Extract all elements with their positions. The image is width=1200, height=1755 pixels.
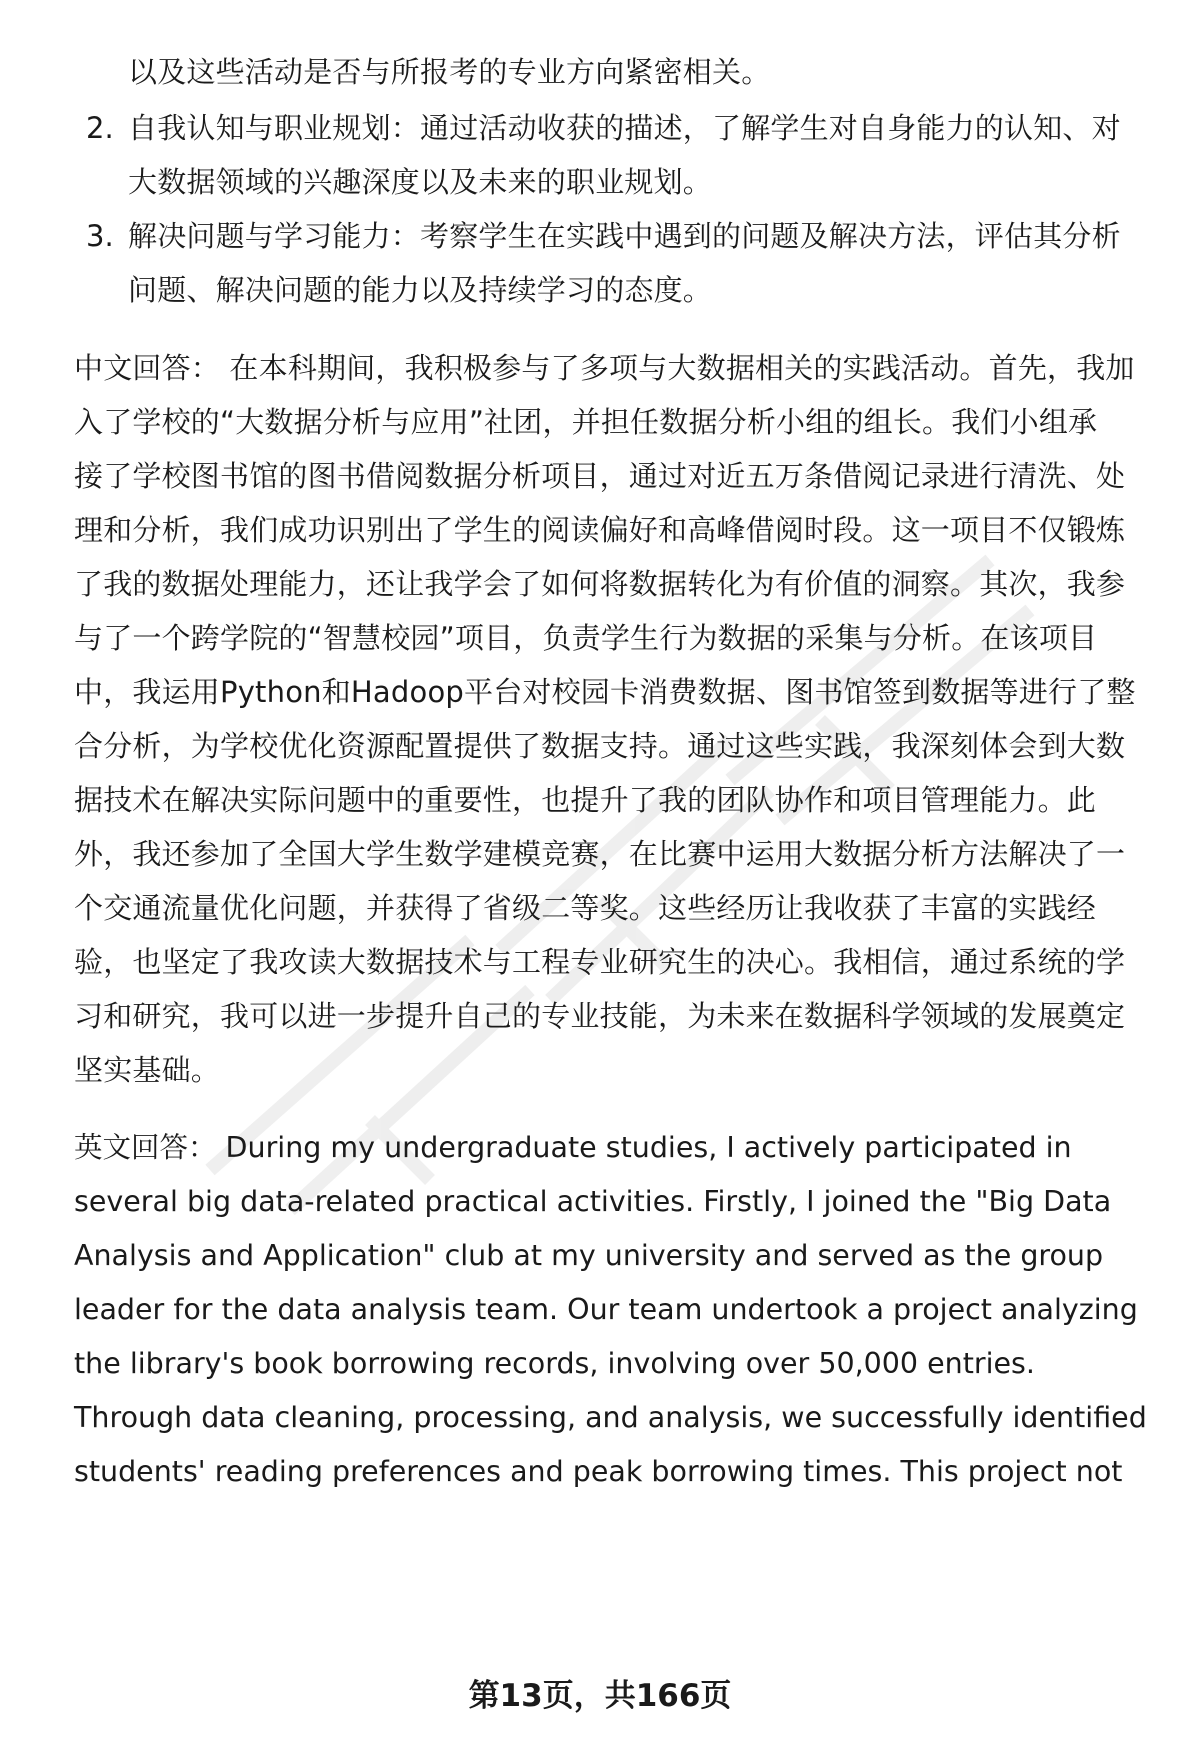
cn-line: 外，我还参加了全国大学生数学建模竞赛，在比赛中运用大数据分析方法解决了一 <box>74 837 1126 871</box>
en-line: several big data-related practical activities. Firstly, I joined the "Big Data <box>74 1185 1112 1218</box>
en-line: leader for the data analysis team. Our team undertook a project analyzing <box>74 1293 1138 1326</box>
cn-line: 习和研究，我可以进一步提升自己的专业技能，为未来在数据科学领域的发展奠定 <box>74 999 1126 1033</box>
cn-line: 接了学校图书馆的图书借阅数据分析项目，通过对近五万条借阅记录进行清洗、处 <box>74 459 1126 493</box>
cn-line: 据技术在解决实际问题中的重要性，也提升了我的团队协作和项目管理能力。此 <box>74 783 1097 817</box>
en-line: Analysis and Application" club at my university and served as the group <box>74 1239 1104 1272</box>
cn-line: 个交通流量优化问题，并获得了省级二等奖。这些经历让我收获了丰富的实践经 <box>74 891 1097 925</box>
cn-line: 中，我运用Python和Hadoop平台对校园卡消费数据、图书馆签到数据等进行了整 <box>74 675 1136 709</box>
cn-line: 中文回答： 在本科期间，我积极参与了多项与大数据相关的实践活动。首先，我加 <box>74 351 1135 385</box>
cn-line: 入了学校的“大数据分析与应用”社团，并担任数据分析小组的组长。我们小组承 <box>74 405 1098 439</box>
en-line: 英文回答： During my undergraduate studies, I actively participated in <box>74 1131 1072 1164</box>
list-item-2-number: 2. <box>86 111 114 145</box>
cn-line: 坚实基础。 <box>74 1053 221 1087</box>
list-item-3-number: 3. <box>86 219 114 253</box>
list-item-3-line-1: 解决问题与学习能力：考察学生在实践中遇到的问题及解决方法，评估其分析 <box>128 219 1121 253</box>
cn-line: 了我的数据处理能力，还让我学会了如何将数据转化为有价值的洞察。其次，我参 <box>74 567 1126 601</box>
cn-line: 与了一个跨学院的“智慧校园”项目，负责学生行为数据的采集与分析。在该项目 <box>74 621 1098 655</box>
list-item-3-line-2: 问题、解决问题的能力以及持续学习的态度。 <box>128 273 713 307</box>
cn-line: 验，也坚定了我攻读大数据技术与工程专业研究生的决心。我相信，通过系统的学 <box>74 945 1126 979</box>
list-item-2-line-1: 自我认知与职业规划：通过活动收获的描述，了解学生对自身能力的认知、对 <box>128 111 1121 145</box>
cn-line: 理和分析，我们成功识别出了学生的阅读偏好和高峰借阅时段。这一项目不仅锻炼 <box>74 513 1126 547</box>
list-item-2-line-2: 大数据领域的兴趣深度以及未来的职业规划。 <box>128 165 713 199</box>
en-line: the library's book borrowing records, involving over 50,000 entries. <box>74 1347 1035 1380</box>
en-line: students' reading preferences and peak borrowing times. This project not <box>74 1455 1123 1488</box>
list-item-1-continuation: 以及这些活动是否与所报考的专业方向紧密相关。 <box>128 55 771 89</box>
page-number-footer: 第13页，共166页 <box>468 1678 732 1714</box>
cn-line: 合分析，为学校优化资源配置提供了数据支持。通过这些实践，我深刻体会到大数 <box>74 729 1126 763</box>
en-line: Through data cleaning, processing, and analysis, we successfully identified <box>74 1401 1147 1434</box>
